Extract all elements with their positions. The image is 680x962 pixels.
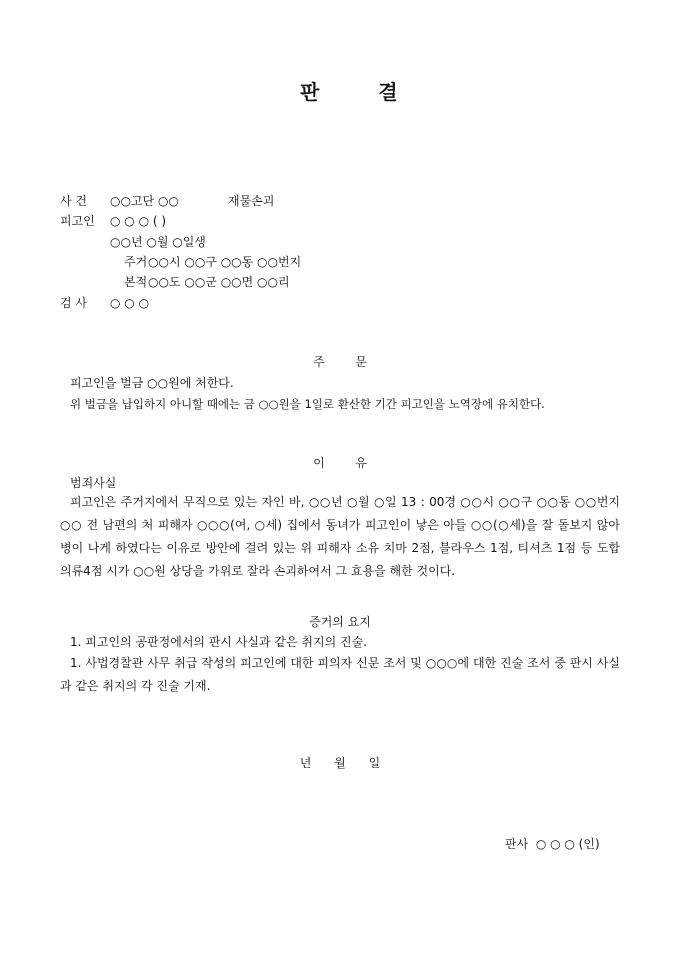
document-title: 판 결 — [300, 80, 424, 104]
defendant-label: 피고인 — [60, 214, 95, 228]
prosecutor-label: 검 사 — [60, 296, 87, 310]
reason-body: 피고인은 주거지에서 무직으로 있는 자인 바, ○○년 ○월 ○일 13 : 00경 ○○시 ○○구 ○○동 ○○번지 ○○ 전 남편의 처 피해자 ○○○(여, ○세) 집에서 동녀가 피고인이 낳은 아들 ○○(○세)을 잘 돌보지 않아 병이 나게 하였다는 이유로 방안에 걸려 있는 위 피해자 소유 치마 2점, 블라우스 1점, 티셔츠 1점 등 도합 의류4점 시가 ○○원 상당을 가위로 잘라 손괴하여서 그 효용을 해한 것이다. — [60, 495, 620, 578]
order-line-1: 피고인을 벌금 ○○원에 처한다. — [70, 376, 234, 390]
residence-value: ○○시 ○○구 ○○동 ○○번지 — [148, 255, 302, 269]
evidence-item-1: 1. 피고인의 공판정에서의 판시 사실과 같은 취지의 진술. — [70, 635, 367, 649]
residence-label: 주거 — [124, 255, 148, 269]
reason-heading: 이 유 — [313, 456, 367, 470]
date-line: 년 월 일 — [299, 756, 381, 770]
defendant-name: ○ ○ ○ ( ) — [110, 214, 167, 228]
defendant-birth: ○○년 ○월 ○일생 — [110, 235, 206, 249]
domicile-label: 본적 — [124, 275, 148, 289]
reason-subheading: 범죄사실 — [70, 476, 117, 490]
domicile-value: ○○도 ○○군 ○○면 ○○리 — [148, 275, 290, 289]
evidence-heading: 증거의 요지 — [309, 615, 371, 629]
evidence-item-2: 1. 사법경찰관 사무 취급 작성의 피고인에 대한 피의자 신문 조서 및 ○○○에 대한 진술 조서 중 판시 사실과 같은 취지의 각 진술 기재. — [60, 656, 620, 693]
case-label: 사 건 — [60, 194, 87, 208]
order-heading: 주 문 — [313, 355, 367, 369]
case-number: ○○고단 ○○ — [110, 194, 179, 208]
prosecutor-name: ○ ○ ○ — [110, 296, 150, 310]
charge-name: 재물손괴 — [228, 194, 275, 208]
order-line-2: 위 벌금을 납입하지 아니할 때에는 금 ○○원을 1일로 환산한 기간 피고인을 노역장에 유치한다. — [70, 397, 545, 411]
judge-signature: 판사 ○ ○ ○ (인) — [505, 837, 600, 851]
